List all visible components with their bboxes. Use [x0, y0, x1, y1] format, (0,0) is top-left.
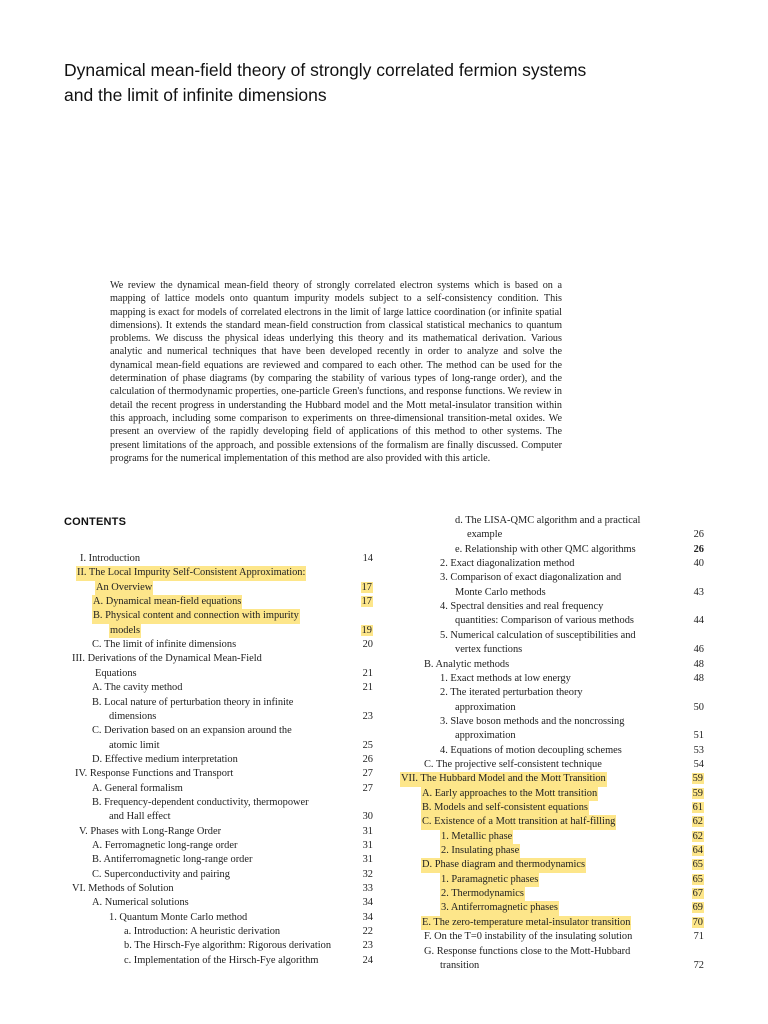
toc-entry-page: 17: [361, 581, 372, 593]
toc-entry-title: atomic limit: [109, 739, 160, 751]
toc-entry: [0, 945, 768, 959]
toc-entry-title: 3. Slave boson methods and the noncrossing: [440, 715, 625, 727]
toc-entry-title: III. Derivations of the Dynamical Mean-Field: [72, 653, 262, 665]
toc-entry-page: 21: [362, 667, 373, 679]
toc-entry-page: 31: [362, 854, 373, 866]
toc-entry-title: approximation: [455, 701, 516, 713]
toc-entry-page: 61: [692, 802, 703, 813]
toc-entry: [0, 787, 768, 801]
toc-entry: [0, 772, 768, 786]
toc-entry-title: F. On the T=0 instability of the insulating solution: [424, 931, 633, 943]
toc-entry-page: 71: [693, 931, 704, 943]
toc-entry-title: A. Early approaches to the Mott transition: [421, 787, 598, 801]
toc-entry: [0, 844, 768, 858]
toc-entry: [0, 815, 768, 829]
toc-entry: [0, 744, 768, 758]
toc-entry: [0, 514, 768, 528]
toc-entry: [0, 959, 768, 973]
toc-entry-page: 44: [693, 615, 704, 627]
toc-entry-page: 59: [692, 773, 703, 785]
toc-entry-title: C. The projective self-consistent technique: [424, 758, 602, 770]
toc-entry-page: 53: [693, 744, 704, 756]
toc-entry-title: An Overview: [95, 581, 153, 595]
toc-entry-title: 1. Paramagnetic phases: [440, 873, 539, 887]
toc-entry-title: B. Frequency-dependent conductivity, thermopower: [92, 796, 309, 808]
toc-entry-title: D. Phase diagram and thermodynamics: [421, 858, 586, 872]
toc-entry-title: C. Derivation based on an expansion around the: [92, 725, 292, 737]
toc-entry: [0, 901, 768, 915]
toc-entry-page: 30: [362, 811, 373, 823]
toc-entry-title: 4. Spectral densities and real frequency: [440, 601, 604, 613]
toc-entry-title: A. General formalism: [92, 782, 183, 794]
toc-entry-title: E. The zero-temperature metal-insulator transition: [421, 916, 631, 930]
toc-entry-title: d. The LISA-QMC algorithm and a practical: [455, 515, 641, 526]
toc-entry: [0, 701, 768, 715]
toc-entry-page: 25: [362, 739, 373, 751]
toc-entry: [0, 686, 768, 700]
toc-entry-title: models: [109, 624, 141, 638]
toc-entry-title: C. Existence of a Mott transition at half-filling: [421, 815, 616, 829]
toc-entry-page: 34: [362, 897, 373, 909]
toc-entry-page: 43: [693, 586, 704, 598]
toc-entry-title: approximation: [455, 730, 516, 742]
toc-entry: [0, 916, 768, 930]
toc-entry-page: 48: [693, 672, 704, 684]
toc-entry-page: 67: [692, 888, 703, 900]
toc-entry-page: 21: [362, 682, 373, 694]
toc-entry-title: 1. Metallic phase: [440, 830, 513, 844]
toc-entry-title: 1. Exact methods at low energy: [440, 672, 571, 684]
toc-entry-title: 5. Numerical calculation of susceptibilities and: [440, 629, 636, 641]
toc-entry-title: example: [467, 529, 503, 541]
toc-entry-title: B. Antiferromagnetic long-range order: [92, 854, 253, 866]
toc-entry: [0, 715, 768, 729]
toc-entry-title: A. The cavity method: [92, 682, 183, 694]
toc-entry: [0, 887, 768, 901]
toc-entry-page: 19: [361, 624, 372, 636]
toc-entry-title: dimensions: [109, 710, 157, 722]
title-line-1: Dynamical mean-field theory of strongly correlated fermion systems: [64, 60, 587, 80]
toc-entry: [0, 586, 768, 600]
toc-entry-title: C. The limit of infinite dimensions: [92, 639, 237, 651]
toc-entry-page: 69: [692, 902, 703, 914]
toc-entry-title: and Hall effect: [109, 811, 171, 823]
toc-entry-page: 33: [362, 883, 373, 895]
title-line-2: and the limit of infinite dimensions: [64, 85, 327, 105]
toc-entry-page: 24: [362, 954, 373, 966]
toc-entry-title: 1. Quantum Monte Carlo method: [109, 911, 248, 923]
toc-entry-title: Equations: [95, 667, 137, 679]
paper-title: [64, 58, 664, 108]
toc-entry: [0, 557, 768, 571]
toc-entry-page: 32: [362, 868, 373, 880]
contents-heading: CONTENTS: [64, 516, 127, 528]
toc-entry-title: A. Ferromagnetic long-range order: [92, 840, 238, 851]
toc-entry-title: c. Implementation of the Hirsch-Fye algorithm: [124, 954, 319, 966]
toc-entry-page: 54: [693, 758, 704, 770]
toc-entry-title: quantities: Comparison of various methods: [455, 615, 634, 627]
toc-entry-page: 22: [362, 926, 373, 938]
toc-entry-page: 31: [362, 840, 373, 851]
toc-entry-title: C. Superconductivity and pairing: [92, 868, 230, 880]
toc-entry-title: 2. The iterated perturbation theory: [440, 687, 583, 699]
toc-entry: [0, 858, 768, 872]
toc-entry-title: V. Phases with Long-Range Order: [79, 825, 222, 837]
toc-entry-page: 23: [362, 940, 373, 952]
toc-entry-title: G. Response functions close to the Mott-Hubbard: [424, 945, 631, 957]
toc-entry-title: 2. Exact diagonalization method: [440, 558, 575, 570]
toc-entry-page: 17: [361, 596, 372, 608]
toc-entry-title: 2. Insulating phase: [440, 844, 520, 858]
toc-entry-title: a. Introduction: A heuristic derivation: [124, 926, 281, 938]
toc-entry-title: B. Models and self-consistent equations: [421, 801, 589, 815]
toc-entry-page: 23: [362, 710, 373, 722]
toc-entry-title: A. Numerical solutions: [92, 897, 189, 909]
toc-entry: [0, 571, 768, 585]
toc-entry: [0, 658, 768, 672]
toc-entry-title: B. Analytic methods: [424, 658, 510, 670]
abstract: We review the dynamical mean-field theory of strongly correlated electron systems which is based on a mapping of lattice models onto quantum impurity models subject to a self-consistency condition. This mapping is exact for models of correlated electrons in the limit of large lattice coordination (or infinite spatial dimensions). It extends the standard mean-field construction from classical statistical mechanics to quantum problems. We discuss the physical ideas underlying this theory and its mathematical derivation. Various analytic and numerical techniques that have been developed recently in order to analyze and solve the dynamical mean-field equations are reviewed and compared to each other. The method can be used for the determination of phase diagrams (by comparing the stability of various types of long-range order), and the calculation of thermodynamic properties, one-particle Green's functions, and response functions. We review in detail the recent progress in understanding the Hubbard model and the Mott metal-insulator transition within this approach, including some comparison to experiments on three-dimensional transition-metal oxides. We present an overview of the rapidly developing field of applications of this method to other systems. The present limitations of the approach, and possible extensions of the formalism are finally discussed. Computer programs for the numerical implementation of this method are also provided with this article.: [110, 280, 562, 464]
toc-entry-page: 27: [362, 768, 373, 780]
toc-entry: [0, 614, 768, 628]
toc-entry: [0, 873, 768, 887]
toc-entry-page: 26: [693, 529, 704, 541]
toc-entry: [0, 672, 768, 686]
toc-entry-title: B. Physical content and connection with impurity: [92, 609, 300, 623]
toc-entry: [0, 758, 768, 772]
toc-entry: [0, 930, 768, 944]
toc-entry: [0, 801, 768, 815]
toc-entry-title: D. Effective medium interpretation: [92, 753, 238, 765]
toc-entry-page: 50: [693, 701, 704, 713]
toc-entry-page: 64: [692, 845, 703, 857]
toc-entry-title: A. Dynamical mean-field equations: [92, 595, 242, 609]
toc-entry-title: b. The Hirsch-Fye algorithm: Rigorous derivation: [124, 940, 332, 952]
toc-entry: [0, 729, 768, 743]
toc-entry: [0, 830, 768, 844]
toc-entry-page: 65: [692, 859, 703, 871]
toc-entry-page: 62: [692, 816, 703, 828]
toc-entry-page: 59: [692, 787, 703, 799]
toc-entry-title: vertex functions: [455, 644, 523, 656]
toc-entry-page: 62: [692, 830, 703, 842]
toc-entry: [0, 600, 768, 614]
toc-entry-page: 51: [693, 730, 704, 742]
toc-entry-title: II. The Local Impurity Self-Consistent Approximation:: [76, 566, 306, 580]
toc-entry-page: 31: [362, 825, 373, 837]
toc-entry-page: 46: [693, 644, 704, 656]
toc-entry-title: IV. Response Functions and Transport: [75, 768, 234, 780]
toc-entry-title: B. Local nature of perturbation theory in infinite: [92, 696, 294, 708]
toc-entry-title: VI. Methods of Solution: [72, 883, 174, 895]
toc-entry: [0, 643, 768, 657]
toc-entry-title: 2. Thermodynamics: [440, 887, 525, 901]
toc-entry-page: 40: [693, 558, 704, 570]
toc-entry-title: VII. The Hubbard Model and the Mott Transition: [400, 772, 607, 786]
toc-entry-page: 20: [362, 639, 373, 651]
toc-entry-page: 34: [362, 911, 373, 923]
toc-entry-page: 26: [693, 543, 704, 555]
toc-entry: [0, 629, 768, 643]
toc-entry-title: transition: [440, 959, 480, 971]
toc-entry: [0, 543, 768, 557]
toc-entry-page: 14: [362, 553, 373, 564]
toc-entry: [0, 528, 768, 542]
toc-entry-title: 3. Antiferromagnetic phases: [440, 901, 559, 915]
toc-entry-title: 4. Equations of motion decoupling schemes: [440, 744, 622, 756]
toc-entry-page: 48: [693, 658, 704, 670]
toc-entry-page: 65: [692, 873, 703, 885]
toc-entry-page: 26: [362, 753, 373, 765]
toc-entry-page: 72: [693, 959, 704, 971]
toc-entry-title: Monte Carlo methods: [455, 586, 546, 598]
toc-entry-page: 27: [362, 782, 373, 794]
toc-entry-title: I. Introduction: [80, 553, 141, 564]
toc-entry-page: 70: [692, 916, 703, 928]
toc-entry-title: 3. Comparison of exact diagonalization and: [440, 572, 622, 584]
toc-entry-title: e. Relationship with other QMC algorithms: [455, 543, 636, 555]
